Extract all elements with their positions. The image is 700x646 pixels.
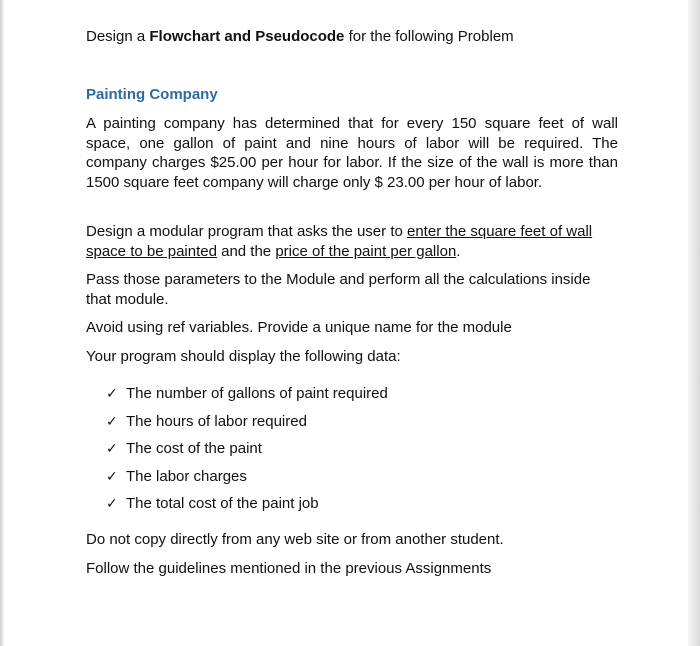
pass-paragraph: Pass those parameters to the Module and perform all the calculations inside that module. <box>86 271 591 308</box>
list-item-text: The total cost of the paint job <box>126 495 319 512</box>
check-icon: ✓ <box>106 440 118 456</box>
section-title: Painting Company <box>86 86 218 103</box>
heading-bold: Flowchart and Pseudocode <box>149 28 345 45</box>
check-icon: ✓ <box>106 495 118 511</box>
heading-prefix: Design a <box>86 28 150 45</box>
list-item-text: The labor charges <box>126 467 247 485</box>
design-text-1: Design a modular program that asks the user to <box>86 223 407 240</box>
list-item-text: The cost of the paint <box>126 440 262 457</box>
list-item <box>106 439 388 467</box>
check-icon: ✓ <box>106 385 118 401</box>
no-copy-paragraph: Do not copy directly from any web site or from another student. <box>86 531 504 548</box>
display-paragraph: Your program should display the following data: <box>86 348 401 365</box>
list-item <box>106 384 388 412</box>
list-item <box>106 494 388 522</box>
page-left-edge <box>0 0 4 646</box>
design-underlined-2: price of the paint per gallon <box>275 242 457 260</box>
design-text-3: . <box>456 242 461 260</box>
list-item-text: The hours of labor required <box>126 412 307 430</box>
output-checklist <box>106 384 388 522</box>
avoid-paragraph: Avoid using ref variables. Provide a unique name for the module <box>86 319 512 336</box>
check-icon: ✓ <box>106 467 118 484</box>
list-item <box>106 467 388 495</box>
list-item-text: The number of gallons of paint required <box>126 385 388 402</box>
heading-suffix: for the following Problem <box>344 28 514 45</box>
intro-paragraph: A painting company has determined that for every 150 square feet of wall space, one gallon of paint and nine hours of labor will be required. The company charges $25.00 per hour for labor. If the size of the wall is more than 1500 square feet company will charge only $ 23.00 per hour of labor. <box>86 115 618 191</box>
design-text-2: and the <box>216 242 276 260</box>
check-icon: ✓ <box>106 412 118 429</box>
assignment-heading <box>86 28 514 46</box>
design-paragraph <box>86 222 618 261</box>
follow-paragraph: Follow the guidelines mentioned in the previous Assignments <box>86 560 492 577</box>
design-underlined-1: enter the square feet of wall space to be painted <box>86 223 593 260</box>
page-right-edge <box>688 0 700 646</box>
list-item <box>106 412 388 440</box>
